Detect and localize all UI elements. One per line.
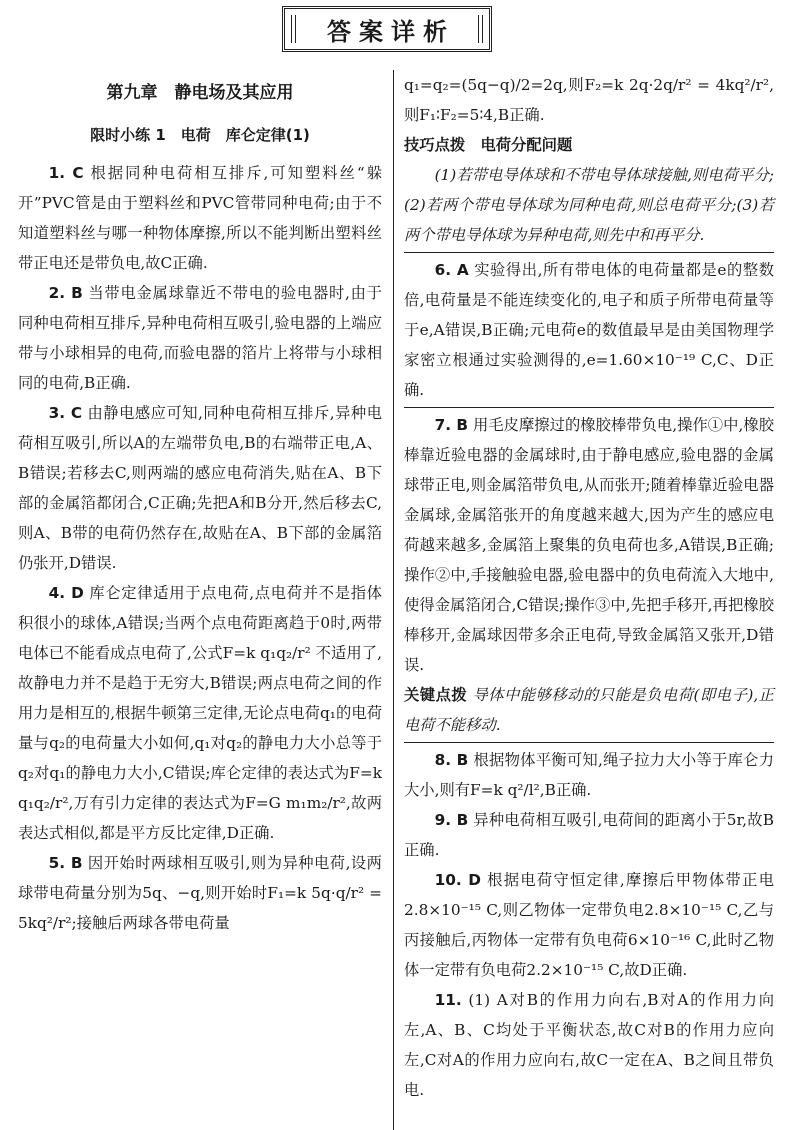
answer-text: 异种电荷相互吸引,电荷间的距离小于5r,故B正确. [404, 811, 774, 859]
header-title: 答案详析 [327, 17, 455, 46]
answer-number: 3. C [48, 404, 83, 422]
skill-tip-heading: 技巧点拨 电荷分配问题 [404, 136, 573, 154]
tip-separator [404, 742, 774, 743]
answer-text: (1) A对B的作用力向右,B对A的作用力向左,A、B、C均处于平衡状态,故C对B的作用力应向左,C对A的作用力应向右,故C一定在A、B之间且带负电. [404, 991, 774, 1099]
answer-text: 根据电荷守恒定律,摩擦后甲物体带正电2.8×10⁻¹⁵ C,则乙物体一定带负电2.8×10⁻¹⁵ C,乙与丙接触后,丙物体一定带有负电荷6×10⁻¹⁶ C,此时乙物体一定带有负电荷2.2×10⁻¹⁵ C,故D正确. [404, 871, 774, 979]
answer-item [18, 158, 382, 278]
answer-number: 11. [434, 991, 462, 1009]
answer-text: 由静电感应可知,同种电荷相互排斥,异种电荷相互吸引,所以A的左端带负电,B的右端带正电,A、B错误;若移去C,则两端的感应电荷消失,贴在A、B下部的金属箔都闭合,C正确;先把A和B分开,然后移去C,则A、B带的电荷仍然存在,故贴在A、B下部的金属箔仍张开,D错误. [18, 404, 382, 572]
answer-number: 6. A [434, 261, 469, 279]
answer-item [404, 865, 774, 985]
tip-separator [404, 407, 774, 408]
key-tip [404, 680, 774, 740]
key-tip-body: 导体中能够移动的只能是负电荷(即电子),正电荷不能移动. [404, 686, 774, 734]
key-tip-heading: 关键点拨 [404, 686, 468, 704]
answer-text: 实验得出,所有带电体的电荷量都是e的整数倍,电荷量是不能连续变化的,电子和质子所带电荷量等于e,A错误,B正确;元电荷e的数值最早是由美国物理学家密立根通过实验测得的,e=1.60×10⁻¹⁹ C,C、D正确. [404, 261, 774, 399]
answer-item [404, 805, 774, 865]
skill-tip [404, 130, 774, 160]
header-banner [282, 6, 492, 52]
answer-item [404, 410, 774, 680]
answer-number: 10. D [434, 871, 482, 889]
right-column [404, 70, 774, 1130]
answer-item [404, 745, 774, 805]
answer-item [18, 578, 382, 848]
answer-item [18, 278, 382, 398]
answer-item [404, 985, 774, 1105]
left-column [18, 70, 382, 1130]
answer-text: 因开始时两球相互吸引,则为异种电荷,设两球带电荷量分别为5q、−q,则开始时F₁=k 5q·q/r² = 5kq²/r²;接触后两球各带电荷量 [18, 854, 382, 932]
answer-text: 当带电金属球靠近不带电的验电器时,由于同种电荷相互排斥,异种电荷相互吸引,验电器的上端应带与小球相异的电荷,而验电器的箔片上将带与小球相同的电荷,B正确. [18, 284, 382, 392]
answer-text: 根据同种电荷相互排斥,可知塑料丝“躲开”PVC管是由于塑料丝和PVC管带同种电荷;由于不知道塑料丝与哪一种物体摩擦,所以不能判断出塑料丝带正电还是带负电,故C正确. [18, 164, 382, 272]
answer-number: 1. C [48, 164, 84, 182]
answer-item [18, 398, 382, 578]
section-title: 限时小练 1 电荷 库仑定律(1) [90, 126, 310, 144]
answer-text: 库仑定律适用于点电荷,点电荷并不是指体积很小的球体,A错误;当两个点电荷距离趋于0时,两带电体已不能看成点电荷了,公式F=k q₁q₂/r² 不适用了,故静电力并不是趋于无穷大,B错误;两点电荷之间的作用力是相互的,根据牛顿第三定律,无论点电荷q₁的电荷量与q₂的电荷量大小如何,q₁对q₂的静电力大小总等于q₂对q₁的静电力大小,C错误;库仑定律的表达式为F=k q₁q₂/r²,万有引力定律的表达式为F=G m₁m₂/r²,故两表达式相似,都是平方反比定律,D正确. [18, 584, 382, 842]
skill-tip-body: (1)若带电导体球和不带电导体球接触,则电荷平分;(2)若两个带电导体球为同种电荷,则总电荷平分;(3)若两个带电导体球为异种电荷,则先中和再平分. [404, 166, 774, 244]
tip-separator [404, 252, 774, 253]
column-divider [393, 70, 394, 1130]
answer-number: 2. B [48, 284, 83, 302]
answer-text: 根据物体平衡可知,绳子拉力大小等于库仑力大小,则有F=k q²/l²,B正确. [404, 751, 774, 799]
answer-item [18, 848, 382, 938]
answer-number: 8. B [434, 751, 469, 769]
answer-number: 5. B [48, 854, 83, 872]
answer-continuation: q₁=q₂=(5q−q)/2=2q,则F₂=k 2q·2q/r² = 4kq²/r²,则F₁∶F₂=5∶4,B正确. [404, 76, 774, 124]
chapter-title: 第九章 静电场及其应用 [106, 83, 294, 103]
answer-number: 4. D [48, 584, 84, 602]
answer-text: 用毛皮摩擦过的橡胶棒带负电,操作①中,橡胶棒靠近验电器的金属球时,由于静电感应,验电器的金属球带正电,则金属箔带负电,从而张开;随着棒靠近验电器金属球,金属箔张开的角度越来越大,因为产生的感应电荷越来越多,金属箔上聚集的负电荷也多,A错误,B正确;操作②中,手接触验电器,验电器中的负电荷流入大地中,使得金属箔闭合,C错误;操作③中,先把手移开,再把橡胶棒移开,金属球因带多余正电荷,导致金属箔又张开,D错误. [404, 416, 774, 674]
answer-number: 9. B [434, 811, 469, 829]
answer-item [404, 255, 774, 405]
answer-number: 7. B [434, 416, 469, 434]
